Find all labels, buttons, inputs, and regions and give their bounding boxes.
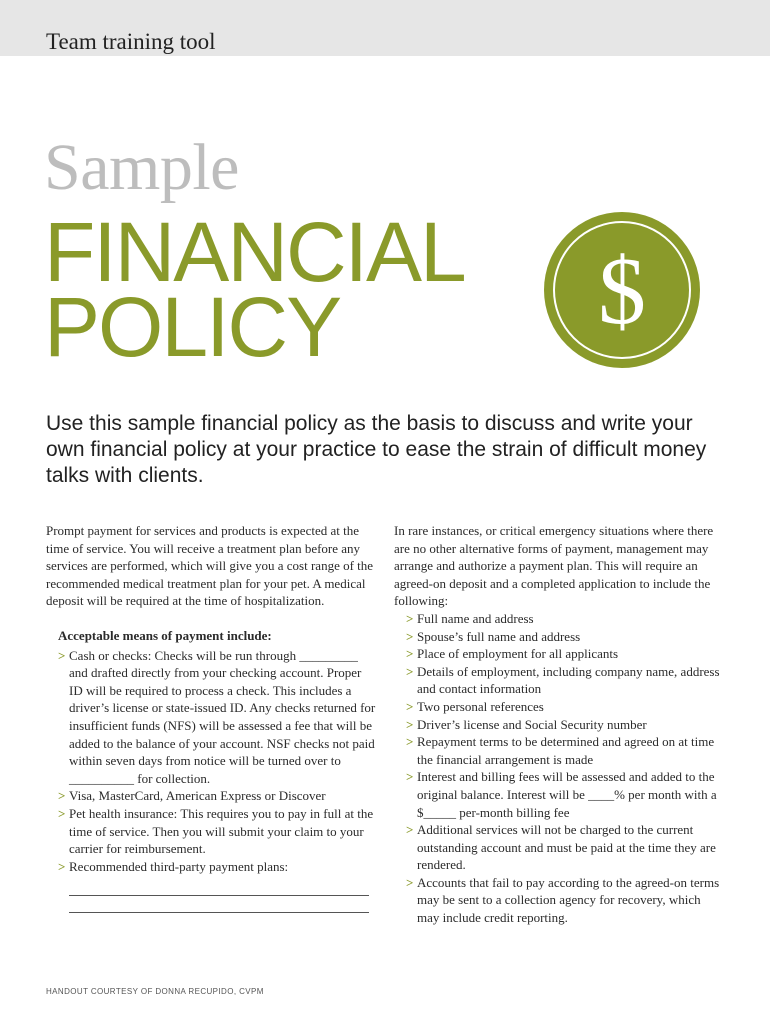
title-sample: Sample <box>44 131 239 204</box>
dollar-badge-icon <box>542 210 702 370</box>
header-title: Team training tool <box>46 29 216 54</box>
badge-symbol: $ <box>598 237 646 344</box>
left-paragraph: Prompt payment for services and products is expected at the time of service. You will receive a treatment plan before any services are performed, which will give you a cost range of the recommended medical treatment plan for your pet. A medical deposit will be required at the time of hospitalization. <box>46 523 374 609</box>
payment-means-list <box>58 647 376 876</box>
fill-in-line[interactable] <box>69 896 369 913</box>
right-paragraph: In rare instances, or critical emergency situations where there are no other alternative forms of payment, management may arrange and authorize a payment plan. This will require an agreed-on deposit and a completed application to include the following: <box>394 523 714 609</box>
title-policy: POLICY <box>44 280 341 374</box>
list-item: > Driver’s license and Social Security number <box>406 716 724 734</box>
application-requirements-list <box>406 610 724 927</box>
list-item: > Two personal references <box>406 698 724 716</box>
intro-text: Use this sample financial policy as the basis to discuss and write your own financial policy at your practice to ease the strain of difficult money talks with clients. <box>46 412 707 487</box>
payment-means-heading: Acceptable means of payment include: <box>58 627 272 643</box>
list-item: > Accounts that fail to pay according to the agreed-on terms may be sent to a collection agency for recovery, which may include credit reporting. <box>406 874 724 927</box>
list-item: > Interest and billing fees will be assessed and added to the original balance. Interest will be ____% per month with a $_____ per-month billing fee <box>406 768 724 821</box>
list-item: > Pet health insurance: This requires you to pay in full at the time of service. Then you will submit your claim to your carrier for reimbursement. <box>58 805 376 858</box>
fill-in-line[interactable] <box>69 879 369 896</box>
list-item: > Visa, MasterCard, American Express or Discover <box>58 787 376 805</box>
title-financial: FINANCIAL <box>44 205 465 299</box>
list-item: > Details of employment, including company name, address and contact information <box>406 663 724 698</box>
left-column <box>46 522 376 913</box>
list-item: > Place of employment for all applicants <box>406 645 724 663</box>
list-item: > Spouse’s full name and address <box>406 628 724 646</box>
right-column <box>394 522 724 927</box>
list-item: > Cash or checks: Checks will be run through _________ and drafted directly from your checking account. Proper ID will be required to process a check. This includes a driver’s license or state-issued ID. Any checks returned for insufficient funds (NFS) will be assessed a fee that will be added to the balance of your account. NSF checks not paid within seven days from notice will be turned over to __________ for collection. <box>58 647 376 788</box>
list-item: > Repayment terms to be determined and agreed on at time the financial arrangement is made <box>406 733 724 768</box>
list-item: > Additional services will not be charged to the current outstanding account and must be paid at the time they are rendered. <box>406 821 724 874</box>
footer-credit: HANDOUT COURTESY OF DONNA RECUPIDO, CVPM <box>46 987 264 996</box>
list-item: > Full name and address <box>406 610 724 628</box>
list-item: > Recommended third-party payment plans: <box>58 858 376 876</box>
